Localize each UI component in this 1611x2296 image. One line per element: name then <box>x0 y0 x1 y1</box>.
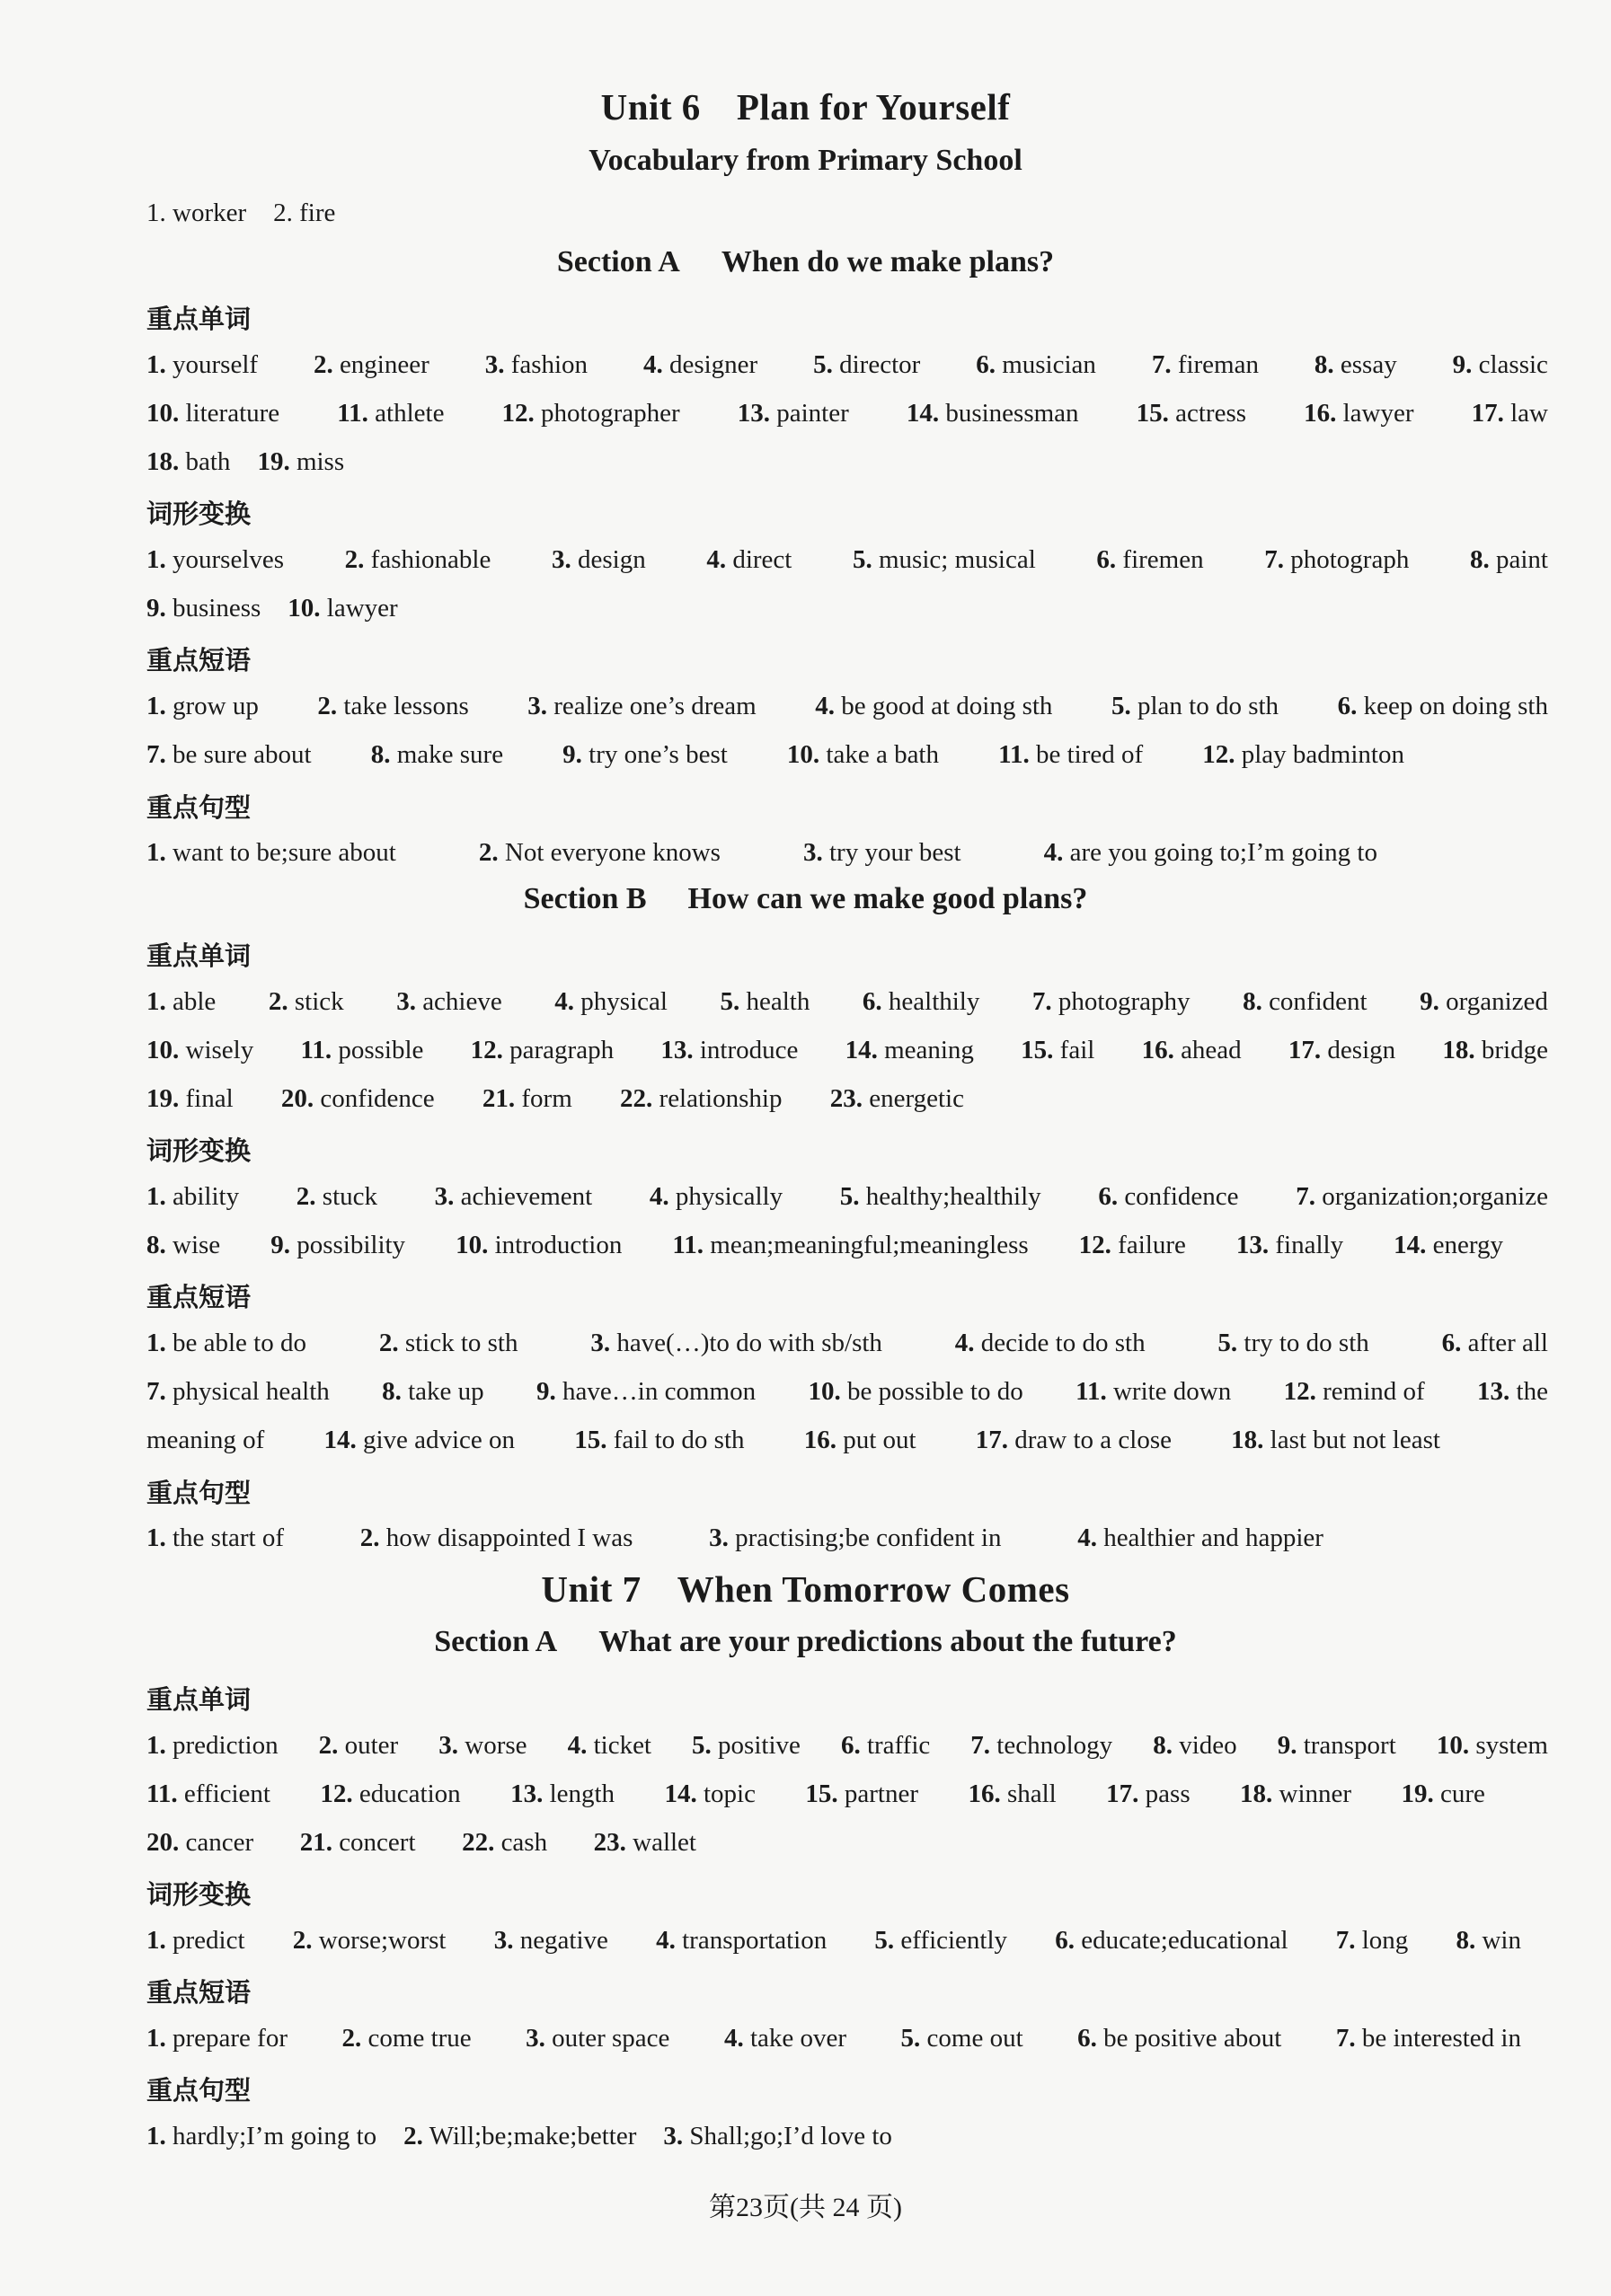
u6a-word-forms-line-1 <box>146 545 1548 575</box>
answer-item: 16. ahead <box>1141 1036 1242 1064</box>
u7a-key-words-line-2 <box>146 1779 1485 1809</box>
answer-item: 1. be able to do <box>146 1329 306 1357</box>
answer-item: 19. miss <box>257 447 345 476</box>
answer-item: 23. wallet <box>593 1828 696 1857</box>
answer-item: 8. essay <box>1314 350 1397 379</box>
answer-item: 9. organized <box>1420 987 1548 1016</box>
answer-item: 19. cure <box>1401 1779 1485 1808</box>
u6a-key-words-line-2 <box>146 399 1548 428</box>
answer-item: 3. practising;be confident in <box>709 1523 1002 1552</box>
answer-item: 8. make sure <box>370 740 504 769</box>
u6a-phrases-heading: 重点短语 <box>146 645 252 676</box>
answer-item: 9. classic <box>1452 350 1548 379</box>
u6a-key-words-line-1 <box>146 350 1548 380</box>
answer-item: 6. keep on doing sth <box>1337 692 1548 720</box>
answer-item: 6. educate;educational <box>1055 1926 1288 1955</box>
answer-item: 6. musician <box>976 350 1096 379</box>
answer-item: 8. paint <box>1469 545 1548 574</box>
answer-item: 3. Shall;go;I’d love to <box>663 2122 892 2150</box>
answer-item: 10. introduction <box>456 1231 623 1259</box>
u7a-sentences-line-1 <box>146 2122 1548 2151</box>
u6b-key-words-heading: 重点单词 <box>146 940 252 971</box>
answer-item: 3. design <box>551 545 646 574</box>
answer-item: 14. meaning <box>845 1036 974 1064</box>
u6b-sentences-heading: 重点句型 <box>146 1478 252 1508</box>
answer-item: 2. come true <box>341 2024 472 2053</box>
answer-item: 4. healthier and happier <box>1077 1523 1323 1552</box>
answer-item: 14. topic <box>664 1779 756 1808</box>
u6a-word-forms-line-2 <box>146 594 1548 623</box>
answer-item: 23. energetic <box>829 1084 964 1113</box>
answer-item: 8. wise <box>146 1231 221 1259</box>
answer-item: 10. be possible to do <box>808 1377 1023 1406</box>
u6b-phrases-line-2 <box>146 1377 1548 1407</box>
answer-item: 17. draw to a close <box>975 1426 1172 1454</box>
u7a-key-words-line-3 <box>146 1828 696 1858</box>
answer-item: 10. lawyer <box>288 594 398 623</box>
u6a-sentences-line-1 <box>146 838 1377 868</box>
answer-item: 4. physical <box>554 987 668 1016</box>
u7-section-a-title: Section A What are your predictions about the future? <box>434 1625 1177 1658</box>
answer-item: 2. engineer <box>313 350 429 379</box>
answer-item: 22. relationship <box>620 1084 783 1113</box>
answer-item: 15. actress <box>1136 399 1247 428</box>
answer-item: 9. transport <box>1277 1731 1396 1760</box>
answer-item: 5. director <box>813 350 921 379</box>
answer-item: 2. Will;be;make;better <box>403 2122 637 2150</box>
answer-item: 15. partner <box>805 1779 919 1808</box>
answer-item: 2. outer <box>318 1731 399 1760</box>
answer-item: 18. winner <box>1240 1779 1352 1808</box>
answer-item: 3. fashion <box>484 350 589 379</box>
u6b-key-words-line-3 <box>146 1084 964 1114</box>
answer-item: 13. finally <box>1235 1231 1344 1259</box>
answer-item: 5. efficiently <box>874 1926 1008 1955</box>
answer-item: 17. design <box>1288 1036 1396 1064</box>
u6a-key-words-line-3 <box>146 447 1548 477</box>
answer-item: 12. education <box>320 1779 461 1808</box>
answer-item: 1. predict <box>146 1926 245 1955</box>
u6-section-a-title: Section A When do we make plans? <box>556 245 1055 278</box>
page-number-footer: 第23页(共 24 页) <box>709 2193 902 2222</box>
answer-item: 12. remind of <box>1283 1377 1425 1406</box>
answer-item: 18. last but not least <box>1231 1426 1440 1454</box>
answer-item: 4. direct <box>706 545 792 574</box>
answer-item: 7. be interested in <box>1335 2024 1521 2053</box>
answer-item: 9. business <box>146 594 261 623</box>
answer-item: 5. healthy;healthily <box>839 1182 1041 1211</box>
u6b-word-forms-line-2 <box>146 1231 1503 1260</box>
answer-item: 6. traffic <box>840 1731 931 1760</box>
answer-item: 4. be good at doing sth <box>815 692 1053 720</box>
u6a-phrases-line-1 <box>146 692 1548 721</box>
u6b-phrases-heading: 重点短语 <box>146 1282 252 1312</box>
answer-item: 19. final <box>146 1084 234 1113</box>
answer-item: 2. take lessons <box>317 692 469 720</box>
u6b-key-words-line-1 <box>146 987 1548 1017</box>
u6a-sentences-heading: 重点句型 <box>146 792 252 823</box>
u6a-phrases-line-2 <box>146 740 1404 770</box>
answer-item: 6. confidence <box>1098 1182 1239 1211</box>
answer-item: 1. prediction <box>146 1731 279 1760</box>
answer-item: 7. long <box>1335 1926 1409 1955</box>
answer-item: 1. grow up <box>146 692 259 720</box>
answer-item: 3. negative <box>493 1926 608 1955</box>
answer-item: 4. are you going to;I’m going to <box>1043 838 1377 867</box>
answer-item: 11. write down <box>1075 1377 1232 1406</box>
u6a-key-words-heading: 重点单词 <box>146 304 252 334</box>
answer-item: 2. stuck <box>296 1182 377 1211</box>
answer-item: 5. come out <box>900 2024 1023 2053</box>
u6b-word-forms-heading: 词形变换 <box>146 1135 252 1166</box>
answer-item: 12. failure <box>1078 1231 1186 1259</box>
unit-6-title: Unit 6 Plan for Yourself <box>600 86 1011 128</box>
answer-item: 16. shall <box>968 1779 1057 1808</box>
answer-item: 18. bridge <box>1442 1036 1548 1064</box>
u6b-phrases-line-1 <box>146 1329 1548 1358</box>
answer-item: 8. take up <box>382 1377 484 1406</box>
answer-item: 3. achieve <box>396 987 502 1016</box>
answer-item: 11. mean;meaningful;meaningless <box>672 1231 1029 1259</box>
answer-item: 20. confidence <box>280 1084 435 1113</box>
answer-item: 14. give advice on <box>323 1426 516 1454</box>
answer-item: 5. plan to do sth <box>1111 692 1279 720</box>
answer-item: 3. outer space <box>526 2024 670 2053</box>
answer-item: 7. be sure about <box>146 740 312 769</box>
answer-item: 3. worse <box>438 1731 527 1760</box>
answer-item: 1. ability <box>146 1182 240 1211</box>
answer-item: 1. prepare for <box>146 2024 288 2053</box>
answer-item: 17. law <box>1471 399 1548 428</box>
answer-item: 15. fail <box>1021 1036 1095 1064</box>
answer-item: 2. worse;worst <box>292 1926 447 1955</box>
answer-item: 2. how disappointed I was <box>359 1523 633 1552</box>
answer-item: meaning of <box>146 1426 265 1454</box>
u7a-word-forms-heading: 词形变换 <box>146 1879 252 1910</box>
answer-item: 16. lawyer <box>1304 399 1414 428</box>
answer-item: 2. stick to sth <box>378 1329 518 1357</box>
answer-item: 16. put out <box>803 1426 916 1454</box>
answer-item: 12. paragraph <box>470 1036 615 1064</box>
answer-item: 4. ticket <box>567 1731 651 1760</box>
answer-item: 6. be positive about <box>1077 2024 1282 2053</box>
u7a-phrases-heading: 重点短语 <box>146 1977 252 2008</box>
answer-item: 2. stick <box>268 987 344 1016</box>
answer-item: 3. try your best <box>803 838 961 867</box>
answer-item: 13. painter <box>737 399 849 428</box>
u7a-sentences-heading: 重点句型 <box>146 2075 252 2106</box>
answer-item: 10. literature <box>146 399 280 428</box>
u6b-key-words-line-2 <box>146 1036 1548 1065</box>
answer-item: 13. introduce <box>660 1036 799 1064</box>
answer-item: 4. designer <box>642 350 758 379</box>
answer-item: 9. try one’s best <box>562 740 728 769</box>
answer-item: 1. yourself <box>146 350 259 379</box>
vocab-title: Vocabulary from Primary School <box>589 144 1022 177</box>
answer-item: 7. photography <box>1031 987 1191 1016</box>
vocab-answers: 1. worker 2. fire <box>146 199 336 227</box>
answer-item: 6. healthily <box>862 987 980 1016</box>
answer-item: 4. take over <box>723 2024 847 2053</box>
u6-section-b-title: Section B How can we make good plans? <box>523 882 1088 915</box>
answer-item: 14. businessman <box>906 399 1079 428</box>
u7a-word-forms-line-1 <box>146 1926 1521 1956</box>
answer-item: 10. take a bath <box>786 740 939 769</box>
answer-item: 2. fashionable <box>344 545 491 574</box>
answer-item: 5. music; musical <box>853 545 1036 574</box>
answer-item: 7. technology <box>970 1731 1113 1760</box>
answer-item: 14. energy <box>1394 1231 1503 1259</box>
answer-item: 1. want to be;sure about <box>146 838 396 867</box>
answer-item: 9. have…in common <box>536 1377 757 1406</box>
u7a-key-words-line-1 <box>146 1731 1548 1761</box>
answer-item: 7. fireman <box>1151 350 1259 379</box>
answer-item: 8. video <box>1153 1731 1237 1760</box>
answer-item: 11. be tired of <box>998 740 1144 769</box>
answer-item: 18. bath <box>146 447 231 476</box>
answer-item: 1. the start of <box>146 1523 285 1552</box>
answer-item: 11. athlete <box>337 399 445 428</box>
u7a-key-words-heading: 重点单词 <box>146 1684 252 1715</box>
answer-item: 1. able <box>146 987 217 1016</box>
answer-item: 5. health <box>720 987 810 1016</box>
answer-item: 3. achievement <box>434 1182 593 1211</box>
u6b-phrases-line-3 <box>146 1426 1440 1455</box>
answer-item: 6. after all <box>1441 1329 1548 1357</box>
answer-item: 3. have(…)to do with sb/sth <box>590 1329 882 1357</box>
answer-item: 17. pass <box>1106 1779 1191 1808</box>
u6b-sentences-line-1 <box>146 1523 1323 1553</box>
answer-item: 22. cash <box>462 1828 548 1857</box>
answer-item: 15. fail to do sth <box>574 1426 745 1454</box>
answer-item: 5. try to do sth <box>1217 1329 1369 1357</box>
answer-item: 2. Not everyone knows <box>478 838 721 867</box>
u6b-word-forms-line-1 <box>146 1182 1548 1212</box>
answer-item: 20. cancer <box>146 1828 254 1857</box>
u6a-word-forms-heading: 词形变换 <box>146 499 252 529</box>
answer-item: 6. firemen <box>1096 545 1204 574</box>
answer-item: 12. play badminton <box>1202 740 1404 769</box>
answer-item: 11. possible <box>300 1036 424 1064</box>
answer-item: 10. wisely <box>146 1036 254 1064</box>
answer-item: 5. positive <box>692 1731 801 1760</box>
answer-item: 4. transportation <box>656 1926 828 1955</box>
answer-item: 13. length <box>510 1779 615 1808</box>
answer-item: 7. organization;organize <box>1296 1182 1548 1211</box>
answer-item: 4. physically <box>649 1182 783 1211</box>
answer-item: 7. physical health <box>146 1377 330 1406</box>
answer-item: 10. system <box>1436 1731 1548 1760</box>
unit-7-title: Unit 7 When Tomorrow Comes <box>541 1568 1070 1610</box>
answer-item: 21. form <box>482 1084 572 1113</box>
answer-item: 21. concert <box>299 1828 416 1857</box>
answer-item: 3. realize one’s dream <box>527 692 757 720</box>
answer-item: 8. win <box>1456 1926 1521 1955</box>
answer-item: 7. photograph <box>1264 545 1410 574</box>
answer-item: 1. yourselves <box>146 545 285 574</box>
answer-item: 13. the <box>1477 1377 1548 1406</box>
answer-item: 12. photographer <box>501 399 680 428</box>
u7a-phrases-line-1 <box>146 2024 1521 2053</box>
answer-item: 1. hardly;I’m going to <box>146 2122 377 2150</box>
answer-item: 11. efficient <box>146 1779 270 1808</box>
answer-item: 9. possibility <box>270 1231 406 1259</box>
answer-item: 8. confident <box>1243 987 1368 1016</box>
answer-item: 4. decide to do sth <box>954 1329 1146 1357</box>
